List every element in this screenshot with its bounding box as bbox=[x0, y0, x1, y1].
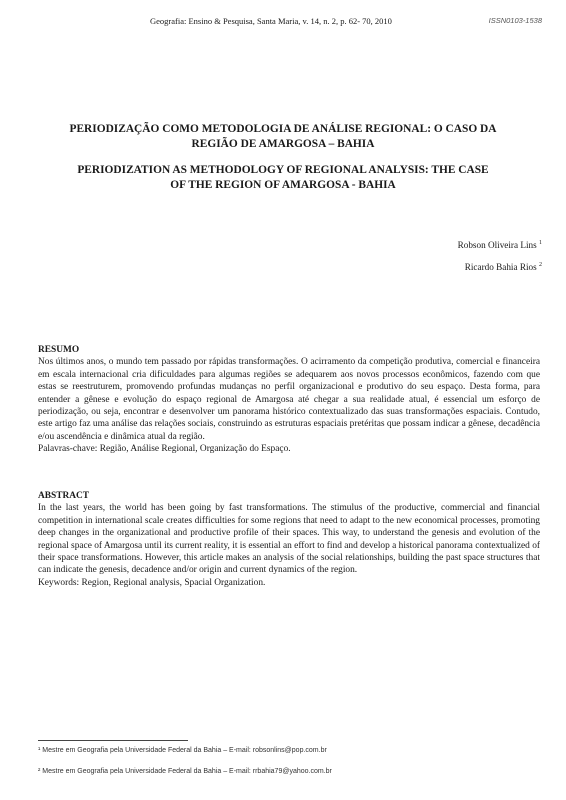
footnote-rule bbox=[38, 740, 188, 741]
author-name: Robson Oliveira Lins bbox=[457, 240, 537, 251]
running-header bbox=[150, 16, 542, 26]
abstract-body: In the last years, the world has been going by fast transformations. The stimulus of the productive, commercial and financial competition in international scale creates difficulties for some regions that need to adapt to the new economical processes, promoting deep changes in the organizational and productive profile of their spaces. This way, to understand the genesis and evolution of the regional space of Amargosa until its current reality, it is essential an effort to find and develop a historical panorama contextualized of their space transformations. However, this article makes an analysis of the social relationships, building the past space structures that can indicate the genesis, decadence and/or origin and current dynamics of the region. bbox=[38, 503, 541, 576]
author-name: Ricardo Bahia Rios bbox=[464, 262, 537, 273]
title-en-line-1: PERIODIZATION AS METHODOLOGY OF REGIONAL ANALYSIS: THE CASE bbox=[77, 164, 489, 176]
author-footnote-mark: 2 bbox=[539, 262, 542, 268]
resumo-body: Nos últimos anos, o mundo tem passado por rápidas transformações. O acirramento da competição produtiva, comercial e financeira em escala internacional cria dificuldades para algumas regiões se adequarem aos novos processos econômicos, fazendo com que estas se reestruturem, promovendo profundas mudanças no perfil organizacional e produtivo do seu espaço. Desta forma, para entender a gênese e evolução do espaço regional de Amargosa até chegar a sua realidade atual, é essencial um esforço de periodização, ou seja, encontrar e desenvolver um panorama histórico contextualizado das suas transformações espaciais. Contudo, este artigo faz uma análise das relações sociais, construindo as estruturas espaciais pretéritas que possam indicar a gênese, decadência e/ou ascendência e dinâmica atual da região. bbox=[38, 357, 540, 442]
title-en-line-2: OF THE REGION OF AMARGOSA - BAHIA bbox=[170, 179, 396, 191]
title-pt-line-1: PERIODIZAÇÃO COMO METODOLOGIA DE ANÁLISE REGIONAL: O CASO DA bbox=[69, 123, 497, 135]
resumo-section bbox=[38, 344, 540, 456]
abstract-heading: ABSTRACT bbox=[38, 491, 90, 501]
title-english bbox=[40, 163, 526, 193]
abstract-section bbox=[38, 490, 540, 589]
resumo-heading: RESUMO bbox=[38, 345, 80, 355]
footnote-2: ² Mestre em Geografia pela Universidade Federal da Bahia – E-mail: rrbahia79@yahoo.com.br bbox=[38, 768, 332, 775]
title-pt-line-2: REGIÃO DE AMARGOSA – BAHIA bbox=[191, 138, 375, 150]
author-2 bbox=[465, 262, 542, 272]
author-footnote-mark: 1 bbox=[539, 240, 542, 246]
footnote-1: ¹ Mestre em Geografia pela Universidade Federal da Bahia – E-mail: robsonlins@pop.com.br bbox=[38, 747, 327, 754]
resumo-keywords: Palavras-chave: Região, Análise Regional, Organização do Espaço. bbox=[38, 444, 291, 455]
journal-citation: Geografia: Ensino & Pesquisa, Santa Maria, v. 14, n. 2, p. 62- 70, 2010 bbox=[150, 16, 392, 26]
abstract-keywords: Keywords: Region, Regional analysis, Spacial Organization. bbox=[38, 577, 266, 588]
author-1 bbox=[458, 240, 542, 250]
title-portuguese bbox=[40, 122, 526, 152]
issn: ISSN0103-1538 bbox=[488, 16, 542, 25]
footnotes bbox=[38, 740, 540, 788]
